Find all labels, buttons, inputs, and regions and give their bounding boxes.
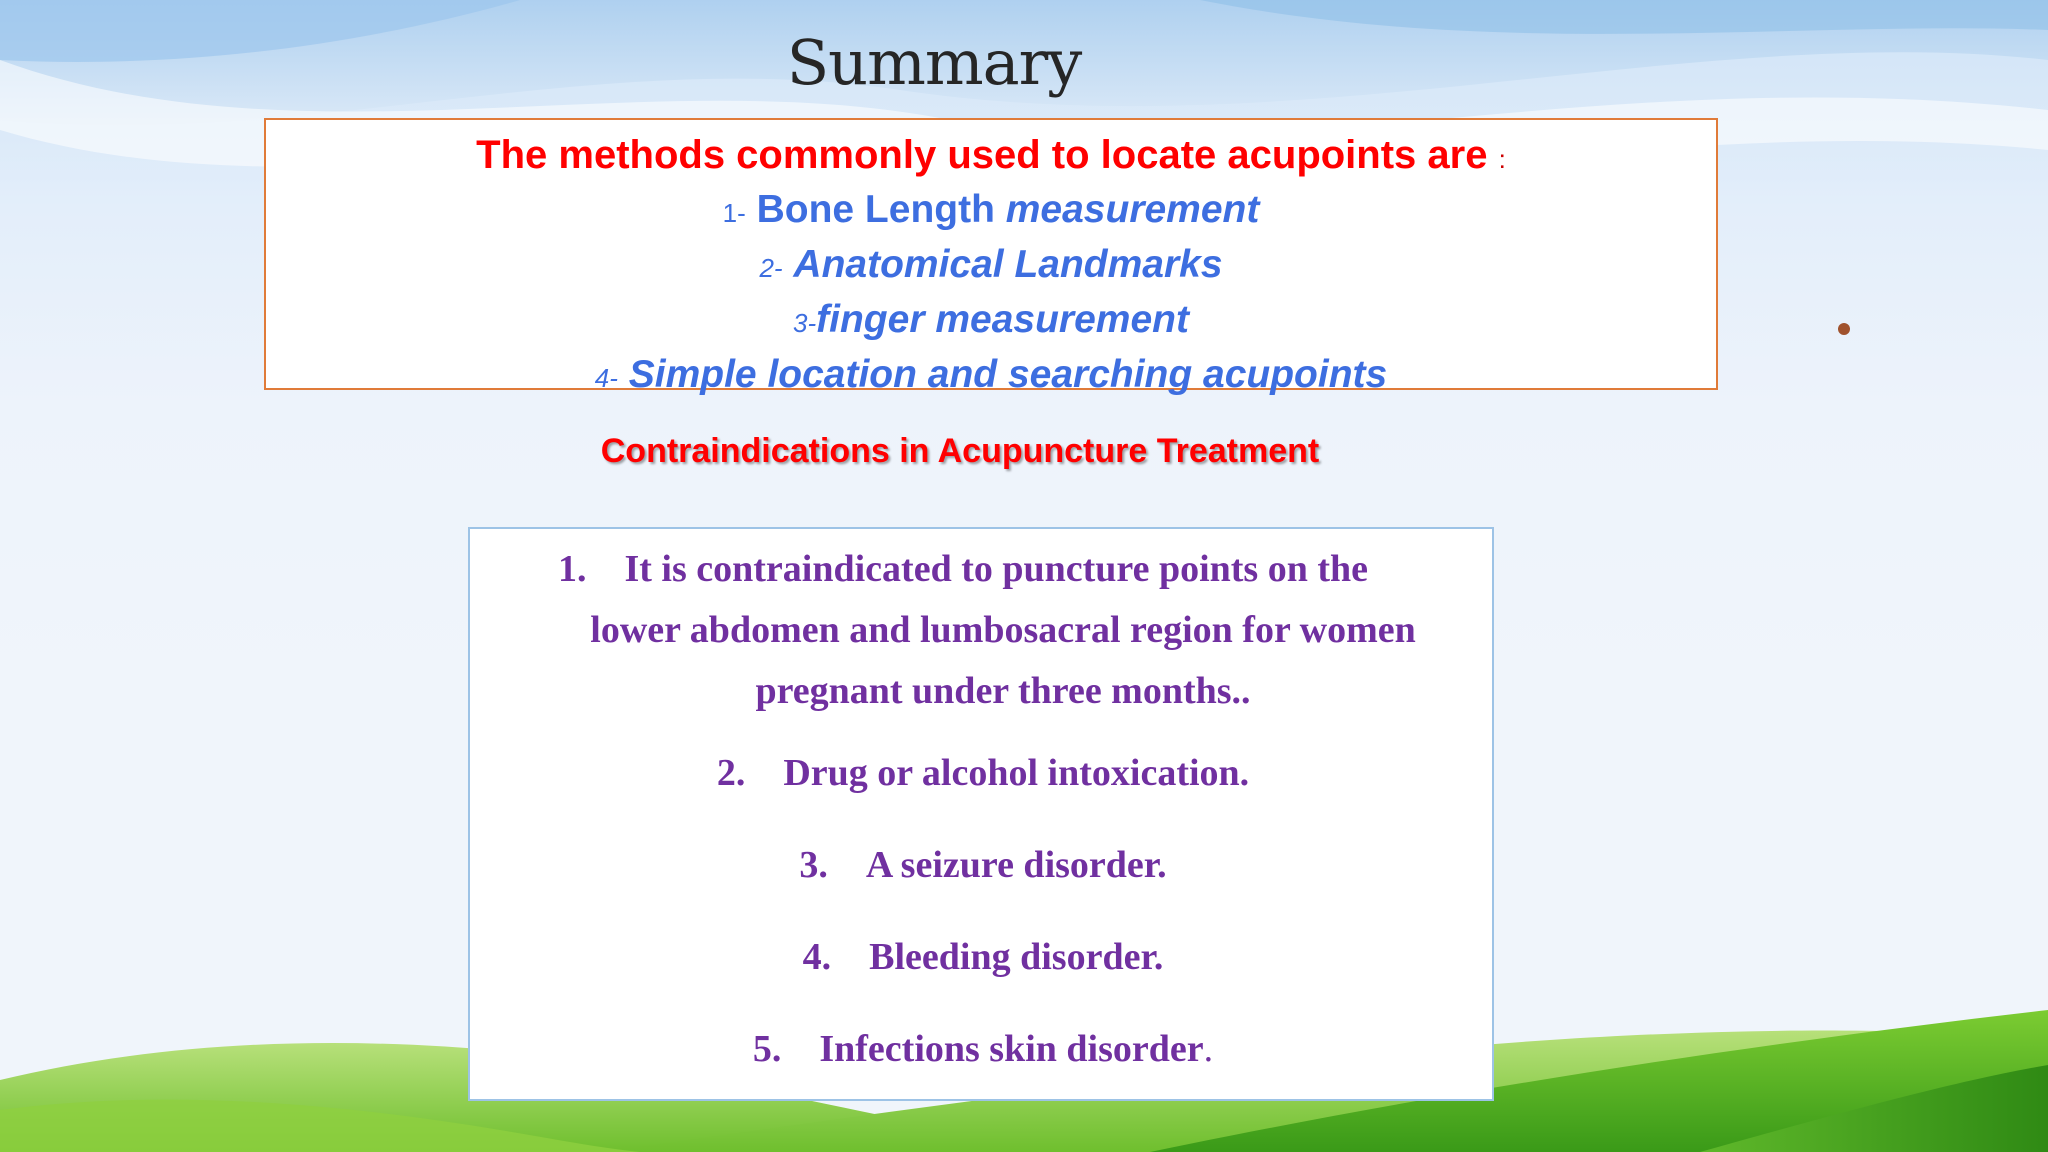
method-item-italic: Anatomical Landmarks [793, 243, 1223, 286]
contra-item-1 [470, 539, 1496, 722]
contra-item-number: 3. [799, 844, 828, 886]
contraindications-box [468, 527, 1494, 1101]
method-item-4 [266, 349, 1716, 404]
methods-box [264, 118, 1718, 396]
methods-heading [266, 130, 1716, 184]
contra-item-number: 4. [802, 936, 832, 978]
method-item-1 [266, 184, 1716, 239]
contra-item-text: A seizure disorder. [865, 844, 1167, 886]
contra-item-2 [470, 743, 1496, 804]
method-item-number: 4- [594, 363, 618, 393]
method-item-number: 2- [759, 253, 783, 283]
contra-item-number: 2. [716, 752, 746, 794]
contra-item-1-line2: lower abdomen and lumbosacral region for women [590, 609, 1416, 651]
contra-item-text: Infections skin disorder [819, 1028, 1204, 1070]
method-item-3 [266, 294, 1716, 349]
contra-item-number: 5. [752, 1028, 782, 1070]
method-item-italic: finger measurement [816, 298, 1189, 341]
method-item-2 [266, 239, 1716, 294]
method-item-text: Bone Length [756, 188, 995, 231]
contra-item-text: It is contraindicated to puncture points on the [624, 548, 1369, 590]
contra-item-1-line3: pregnant under three months.. [755, 670, 1251, 712]
methods-heading-text: The methods commonly used to locate acupoints are [476, 133, 1488, 177]
method-item-italic: measurement [1005, 188, 1260, 231]
contra-item-3 [470, 835, 1496, 896]
contra-item-1-line1 [470, 539, 1496, 600]
contra-item-text: Bleeding disorder. [869, 936, 1164, 978]
slide-title: Summary [786, 26, 1082, 99]
method-item-italic: Simple location and searching acupoints [628, 353, 1388, 396]
contraindications-heading: Contraindications in Acupuncture Treatment [600, 432, 1320, 470]
method-item-number: 3- [793, 308, 817, 338]
methods-heading-colon: : [1498, 144, 1506, 174]
contra-item-text: Drug or alcohol intoxication. [783, 752, 1250, 794]
contra-item-4 [470, 927, 1496, 988]
method-item-number: 1- [722, 198, 746, 228]
contra-item-trail: . [1203, 1028, 1214, 1070]
bullet-dot [1838, 323, 1850, 335]
contra-item-5 [470, 1019, 1496, 1080]
contra-item-number: 1. [557, 548, 587, 590]
